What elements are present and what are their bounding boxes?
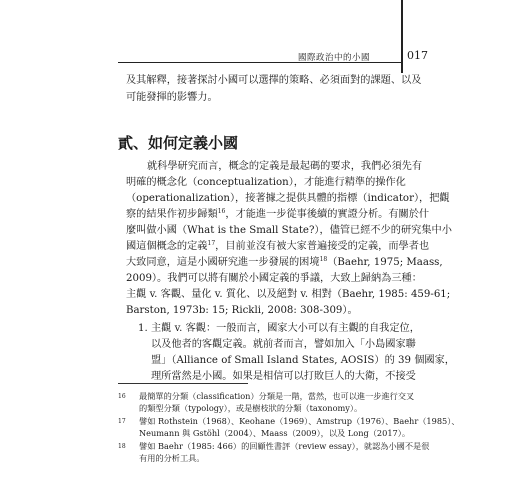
intro-line: 及其解釋，接著探討小國可以選擇的策略、必須面對的課題、以及 <box>126 75 422 86</box>
footnote-18: 18 <box>118 443 126 450</box>
footnote-line: 譬如 Baehr（1985: 466）的回顧性書評（review essay），就認為小國不是很 <box>139 441 430 451</box>
section-heading: 貳、如何定義小國 <box>118 134 239 152</box>
footnote-ref: 18 <box>319 256 328 263</box>
list-item-line: 盟」（Alliance of Small Island States, AOSIS）的 39 個國家， <box>151 355 455 366</box>
body-line: 察的結果作初步歸類$^{16}$，才能進一步從事後續的實證分析。有關於什 <box>126 208 430 220</box>
body-line: 主觀 v. 客觀、量化 v. 質化、以及絕對 v. 相對（Baehr, 1985: 459-61; <box>126 289 451 300</box>
footnote-line: 有用的分析工具。 <box>139 453 205 463</box>
body-line: 麼叫做小國（What is the Small State?），儘管已經不少的研究集中小 <box>126 225 452 236</box>
list-item-line: 以及他者的客觀定義。就前者而言，譬如加入「小島國家聯 <box>151 339 416 350</box>
body-line: Barston, 1973b: 15; Rickli, 2008: 308-309）。 <box>126 305 358 316</box>
footnote-line: 的類型分類（typology），或是樹枝狀的分類（taxonomy）。 <box>139 403 363 413</box>
footnote-ref: 16 <box>217 208 226 215</box>
intro-line: 可能發揮的影響力。 <box>126 92 218 103</box>
body-line: 大致同意，這是小國研究進一步發展的困境$^{18}$（Baehr, 1975; Maass, <box>126 256 443 268</box>
footnote-line: Neumann 與 Gstöhl（2004）、Maass（2009），以及 Long（2017）。 <box>139 428 411 438</box>
running-title: 國際政治中的小國 <box>298 53 371 63</box>
footnote-line: 譬如 Rothstein（1968）、Keohane（1969）、Amstrup（1976）、Baehr（1985）、 <box>139 416 460 426</box>
list-item-line: 理所當然是小國。如果是相信可以打敗巨人的大衛，不接受 <box>151 371 416 382</box>
page-number: 017 <box>407 49 428 62</box>
footnote-17: 17 <box>118 418 126 425</box>
list-item-line: 1. 主觀 v. 客觀：一般而言，國家大小可以有主觀的自我定位， <box>138 323 420 334</box>
footnote-separator <box>118 383 248 384</box>
body-line: 明確的概念化（conceptualization），才能進行精準的操作化 <box>126 177 406 188</box>
body-line: 就科學研究而言，概念的定義是最起碼的要求，我們必須先有 <box>147 161 423 172</box>
footnote-16: 16 <box>118 393 126 400</box>
footnote-line: 最簡單的分類（classification）分類是一階，當然，也可以進一步進行交叉 <box>139 391 415 401</box>
body-line: （operationalization），接著據之提供具體的指標（indicator），把觀 <box>126 193 450 204</box>
footnote-ref: 17 <box>207 240 216 247</box>
body-line: 國這個概念的定義$^{17}$，目前並沒有被大家普遍接受的定義，而學者也 <box>126 240 430 252</box>
body-line: 2009）。我們可以將有關於小國定義的爭議，大致上歸納為三種： <box>126 273 422 284</box>
